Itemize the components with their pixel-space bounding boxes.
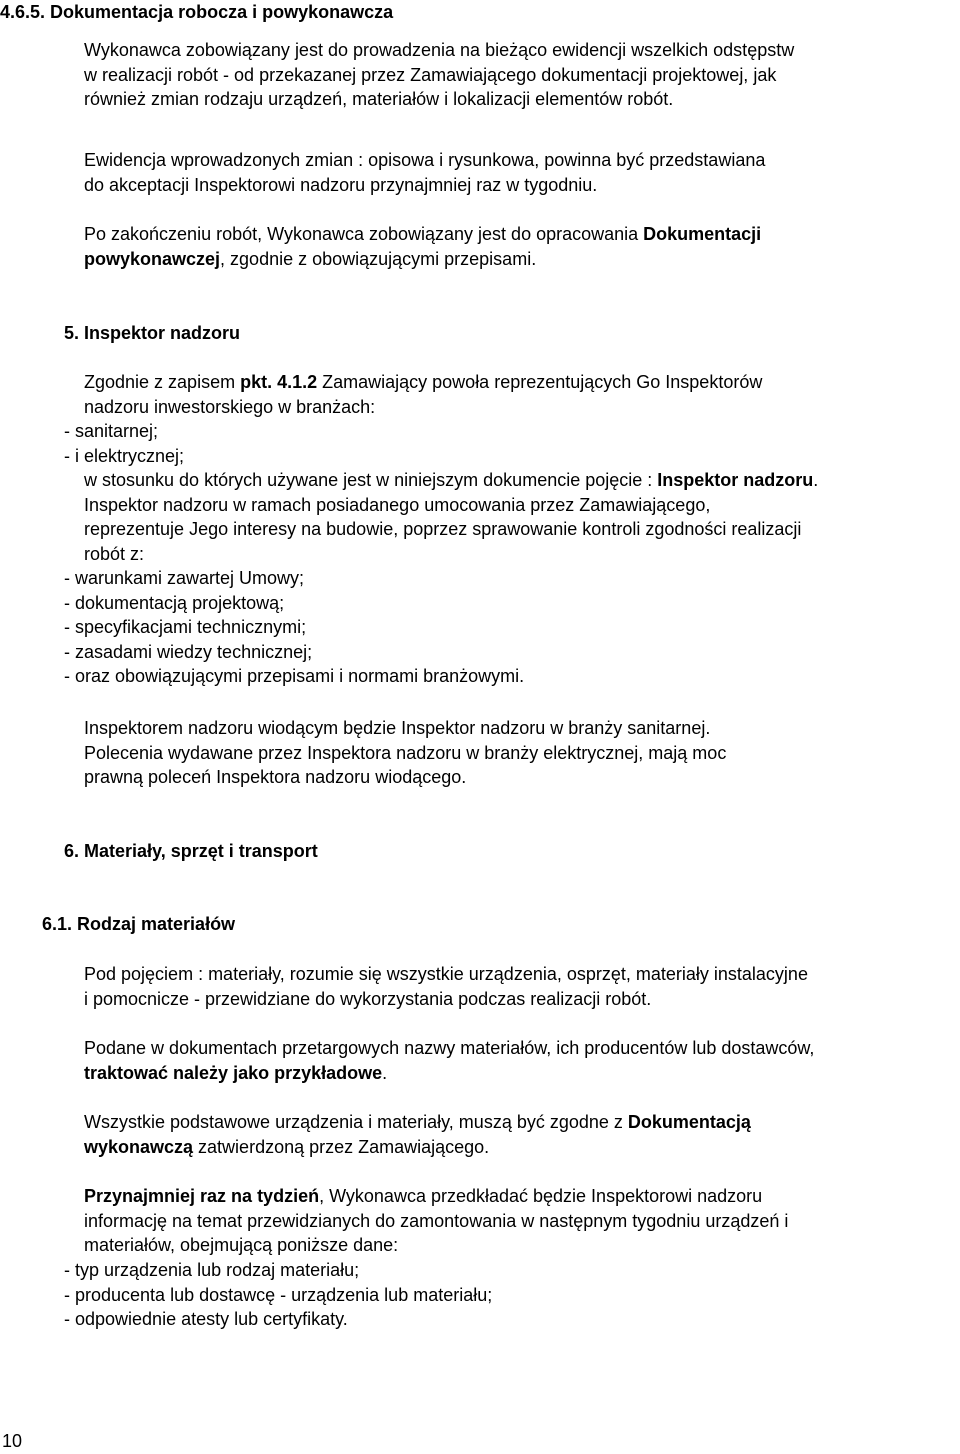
list-item: - dokumentacją projektową; <box>64 592 285 613</box>
section-5-list <box>64 566 524 689</box>
section-5-body <box>84 370 762 419</box>
text-line <box>84 1110 751 1135</box>
text-line: nadzoru inwestorskiego w branżach: <box>84 396 376 417</box>
text-span: Po zakończeniu robót, Wykonawca zobowiązany jest do opracowania <box>84 224 644 244</box>
bold-text: powykonawczej <box>84 248 221 269</box>
section-61-paragraph-3 <box>84 1110 751 1159</box>
list-item: - specyfikacjami technicznymi; <box>64 617 307 637</box>
section-5-branches <box>64 419 184 468</box>
text-line: w realizacji robót - od przekazanej przez Zamawiającego dokumentacji projektowej, jak <box>84 64 777 85</box>
text-span: w stosunku do których używane jest w niniejszym dokumencie pojęcie : <box>84 470 658 490</box>
list-item: - i elektrycznej; <box>64 445 185 466</box>
bold-text: wykonawczą <box>84 1136 194 1157</box>
text-line <box>84 222 761 247</box>
text-line: Inspektor nadzoru w ramach posiadanego umocowania przez Zamawiającego, <box>84 494 711 515</box>
list-item: - typ urządzenia lub rodzaj materiału; <box>64 1260 360 1280</box>
text-line: i pomocnicze - przewidziane do wykorzystania podczas realizacji robót. <box>84 988 652 1009</box>
list-item: - producenta lub dostawcę - urządzenia lub materiału; <box>64 1284 493 1305</box>
text-line: Polecenia wydawane przez Inspektora nadzoru w branży elektrycznej, mają moc <box>84 742 727 763</box>
text-line: Podane w dokumentach przetargowych nazwy materiałów, ich producentów lub dostawców, <box>84 1038 815 1058</box>
section-465-paragraph-2 <box>84 148 765 197</box>
text-line <box>84 370 762 395</box>
list-item: - oraz obowiązującymi przepisami i normami branżowymi. <box>64 666 525 686</box>
section-61-list <box>64 1258 492 1332</box>
section-5-paragraph-2 <box>84 716 726 790</box>
section-465-paragraph-3 <box>84 222 761 271</box>
section-61-paragraph-2 <box>84 1036 814 1085</box>
text-line <box>84 1135 751 1160</box>
section-5-body-2 <box>84 468 818 566</box>
section-6-heading: 6. Materiały, sprzęt i transport <box>64 841 318 861</box>
text-line <box>84 468 818 493</box>
text-span: , Wykonawca przedkładać będzie Inspektorowi nadzoru <box>319 1186 763 1206</box>
section-5-heading: 5. Inspektor nadzoru <box>64 323 241 343</box>
section-61-heading: 6.1. Rodzaj materiałów <box>42 914 236 934</box>
text-span: Wszystkie podstawowe urządzenia i materiały, muszą być zgodne z <box>84 1112 628 1132</box>
text-line: Pod pojęciem : materiały, rozumie się wszystkie urządzenia, osprzęt, materiały instalacyjne <box>84 964 808 984</box>
bold-text: pkt. 4.1.2 <box>240 372 318 392</box>
text-span: Zgodnie z zapisem <box>84 372 241 392</box>
bold-text: Dokumentacją <box>627 1112 751 1132</box>
list-item: - zasadami wiedzy technicznej; <box>64 641 313 662</box>
text-line: reprezentuje Jego interesy na budowie, poprzez sprawowanie kontroli zgodności realizacji <box>84 519 802 539</box>
bold-text: traktować należy jako przykładowe <box>84 1062 383 1083</box>
bold-text: Inspektor nadzoru <box>657 470 814 490</box>
text-line: prawną poleceń Inspektora nadzoru wiodącego. <box>84 767 467 787</box>
text-span: , zgodnie z obowiązującymi przepisami. <box>220 248 537 269</box>
section-61-paragraph-1 <box>84 962 808 1011</box>
text-line: materiałów, obejmującą poniższe dane: <box>84 1235 399 1255</box>
list-item: - odpowiednie atesty lub certyfikaty. <box>64 1309 348 1329</box>
text-line <box>84 1061 814 1086</box>
text-line: Wykonawca zobowiązany jest do prowadzenia na bieżąco ewidencji wszelkich odstępstw <box>84 40 795 60</box>
text-line: Inspektorem nadzoru wiodącym będzie Inspektor nadzoru w branży sanitarnej. <box>84 718 711 738</box>
section-465-paragraph-1 <box>84 38 794 112</box>
section-465-heading: 4.6.5. Dokumentacja robocza i powykonawcza <box>0 2 394 22</box>
bold-text: Dokumentacji <box>643 224 762 244</box>
text-line: informację na temat przewidzianych do zamontowania w następnym tygodniu urządzeń i <box>84 1210 789 1231</box>
text-line <box>84 247 761 272</box>
text-line: do akceptacji Inspektorowi nadzoru przynajmniej raz w tygodniu. <box>84 174 598 195</box>
text-span: . <box>813 470 819 490</box>
text-span: zatwierdzoną przez Zamawiającego. <box>193 1136 490 1157</box>
list-item: - sanitarnej; <box>64 421 159 441</box>
text-line: Ewidencja wprowadzonych zmian : opisowa i rysunkowa, powinna być przedstawiana <box>84 150 766 170</box>
bold-text: Przynajmniej raz na tydzień <box>84 1186 320 1206</box>
text-line: robót z: <box>84 543 145 564</box>
page-number: 10 <box>2 1431 23 1451</box>
text-line <box>84 1184 788 1209</box>
section-61-paragraph-4 <box>84 1184 788 1258</box>
text-span: . <box>382 1062 388 1083</box>
text-span: Zamawiający powoła reprezentujących Go Inspektorów <box>317 372 763 392</box>
text-line: również zmian rodzaju urządzeń, materiałów i lokalizacji elementów robót. <box>84 89 674 109</box>
list-item: - warunkami zawartej Umowy; <box>64 568 305 588</box>
